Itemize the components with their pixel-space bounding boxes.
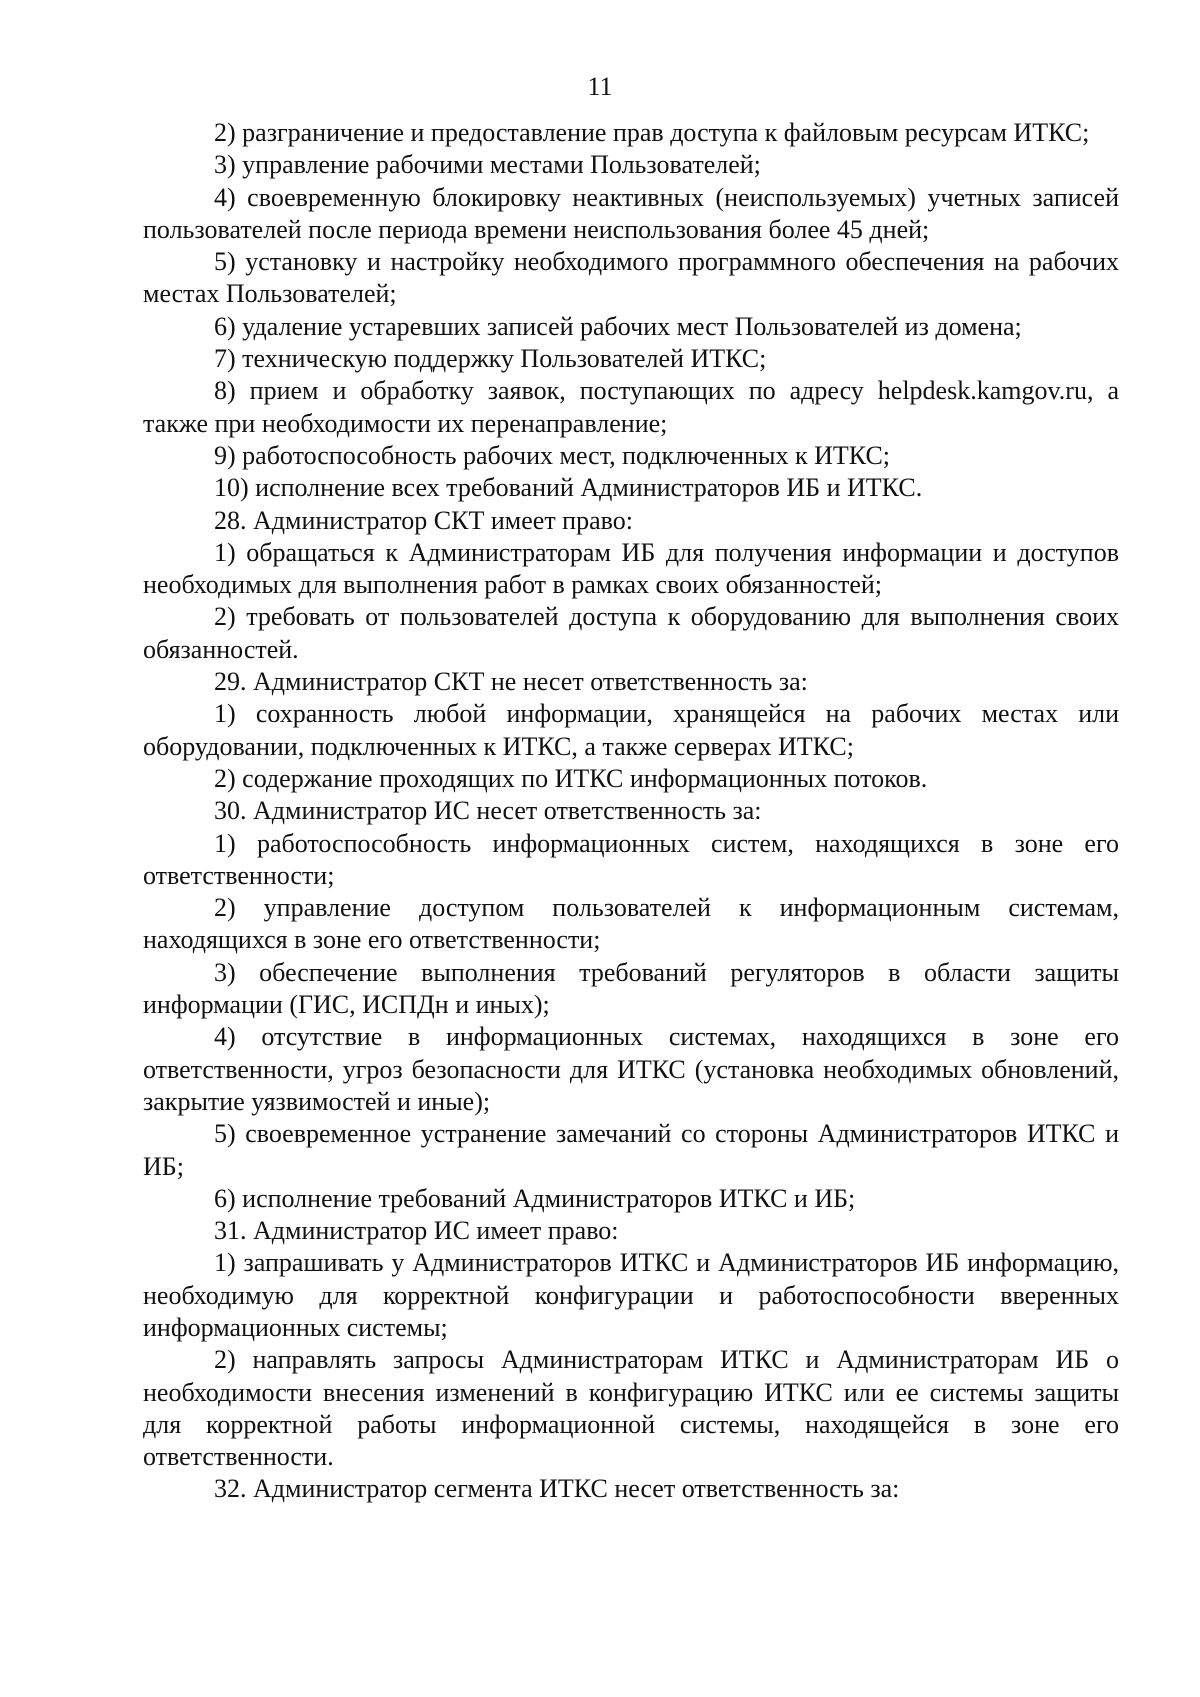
paragraph: 4) отсутствие в информационных системах, находящихся в зоне его ответственности, угроз безопасности для ИТКС (установка необходимых обновлений, закрытие уязвимостей и иные);	[143, 1022, 1119, 1116]
paragraph: 2) управление доступом пользователей к информационным системам, находящихся в зоне его ответственности;	[143, 893, 1119, 955]
section-heading-30: 30. Администратор ИС несет ответственность за:	[214, 796, 762, 826]
paragraph: 10) исполнение всех требований Администраторов ИБ и ИТКС.	[214, 473, 923, 503]
paragraph: 6) удаление устаревших записей рабочих мест Пользователей из домена;	[214, 311, 1022, 341]
paragraph: 1) работоспособность информационных систем, находящихся в зоне его ответственности;	[143, 828, 1119, 890]
page-number: 11	[587, 72, 613, 101]
paragraph: 2) содержание проходящих по ИТКС информационных потоков.	[214, 763, 928, 793]
paragraph: 5) своевременное устранение замечаний со стороны Администраторов ИТКС и ИБ;	[143, 1119, 1119, 1181]
paragraph: 2) требовать от пользователей доступа к оборудованию для выполнения своих обязанностей.	[143, 602, 1119, 664]
paragraph: 1) обращаться к Администраторам ИБ для получения информации и доступов необходимых для выполнения работ в рамках своих обязанностей;	[143, 537, 1119, 600]
paragraph: 8) прием и обработку заявок, поступающих по адресу helpdesk.kamgov.ru, а также при необходимости их перенаправление;	[143, 376, 1119, 438]
paragraph: 2) направлять запросы Администраторам ИТКС и Администраторам ИБ о необходимости внесения изменений в конфигурацию ИТКС или ее системы защиты для корректной работы информационной системы, находящейся в зоне его ответственности.	[143, 1345, 1119, 1472]
paragraph: 1) сохранность любой информации, хранящейся на рабочих местах или оборудовании, подключенных к ИТКС, а также серверах ИТКС;	[143, 699, 1119, 761]
paragraph: 1) запрашивать у Администраторов ИТКС и Администраторов ИБ информацию, необходимую для корректной конфигурации и работоспособности вверенных информационных системы;	[143, 1248, 1119, 1342]
paragraph: 6) исполнение требований Администраторов ИТКС и ИБ;	[214, 1183, 856, 1213]
section-heading-32: 32. Администратор сегмента ИТКС несет ответственность за:	[214, 1474, 900, 1504]
paragraph: 9) работоспособность рабочих мест, подключенных к ИТКС;	[214, 440, 891, 470]
document-body	[143, 117, 1119, 1506]
section-heading-31: 31. Администратор ИС имеет право:	[214, 1216, 619, 1246]
section-heading-29: 29. Администратор СКТ не несет ответственность за:	[214, 667, 808, 697]
paragraph: 3) управление рабочими местами Пользователей;	[214, 150, 761, 180]
paragraph: 7) техническую поддержку Пользователей ИТКС;	[214, 344, 767, 374]
paragraph: 3) обеспечение выполнения требований регуляторов в области защиты информации (ГИС, ИСПДн и иных);	[143, 957, 1119, 1020]
section-heading-28: 28. Администратор СКТ имеет право:	[214, 505, 633, 535]
paragraph: 5) установку и настройку необходимого программного обеспечения на рабочих местах Пользователей;	[143, 247, 1119, 309]
paragraph: 4) своевременную блокировку неактивных (неиспользуемых) учетных записей пользователей после периода времени неиспользования более 45 дней;	[143, 182, 1119, 244]
paragraph: 2) разграничение и предоставление прав доступа к файловым ресурсам ИТКС;	[214, 118, 1090, 147]
